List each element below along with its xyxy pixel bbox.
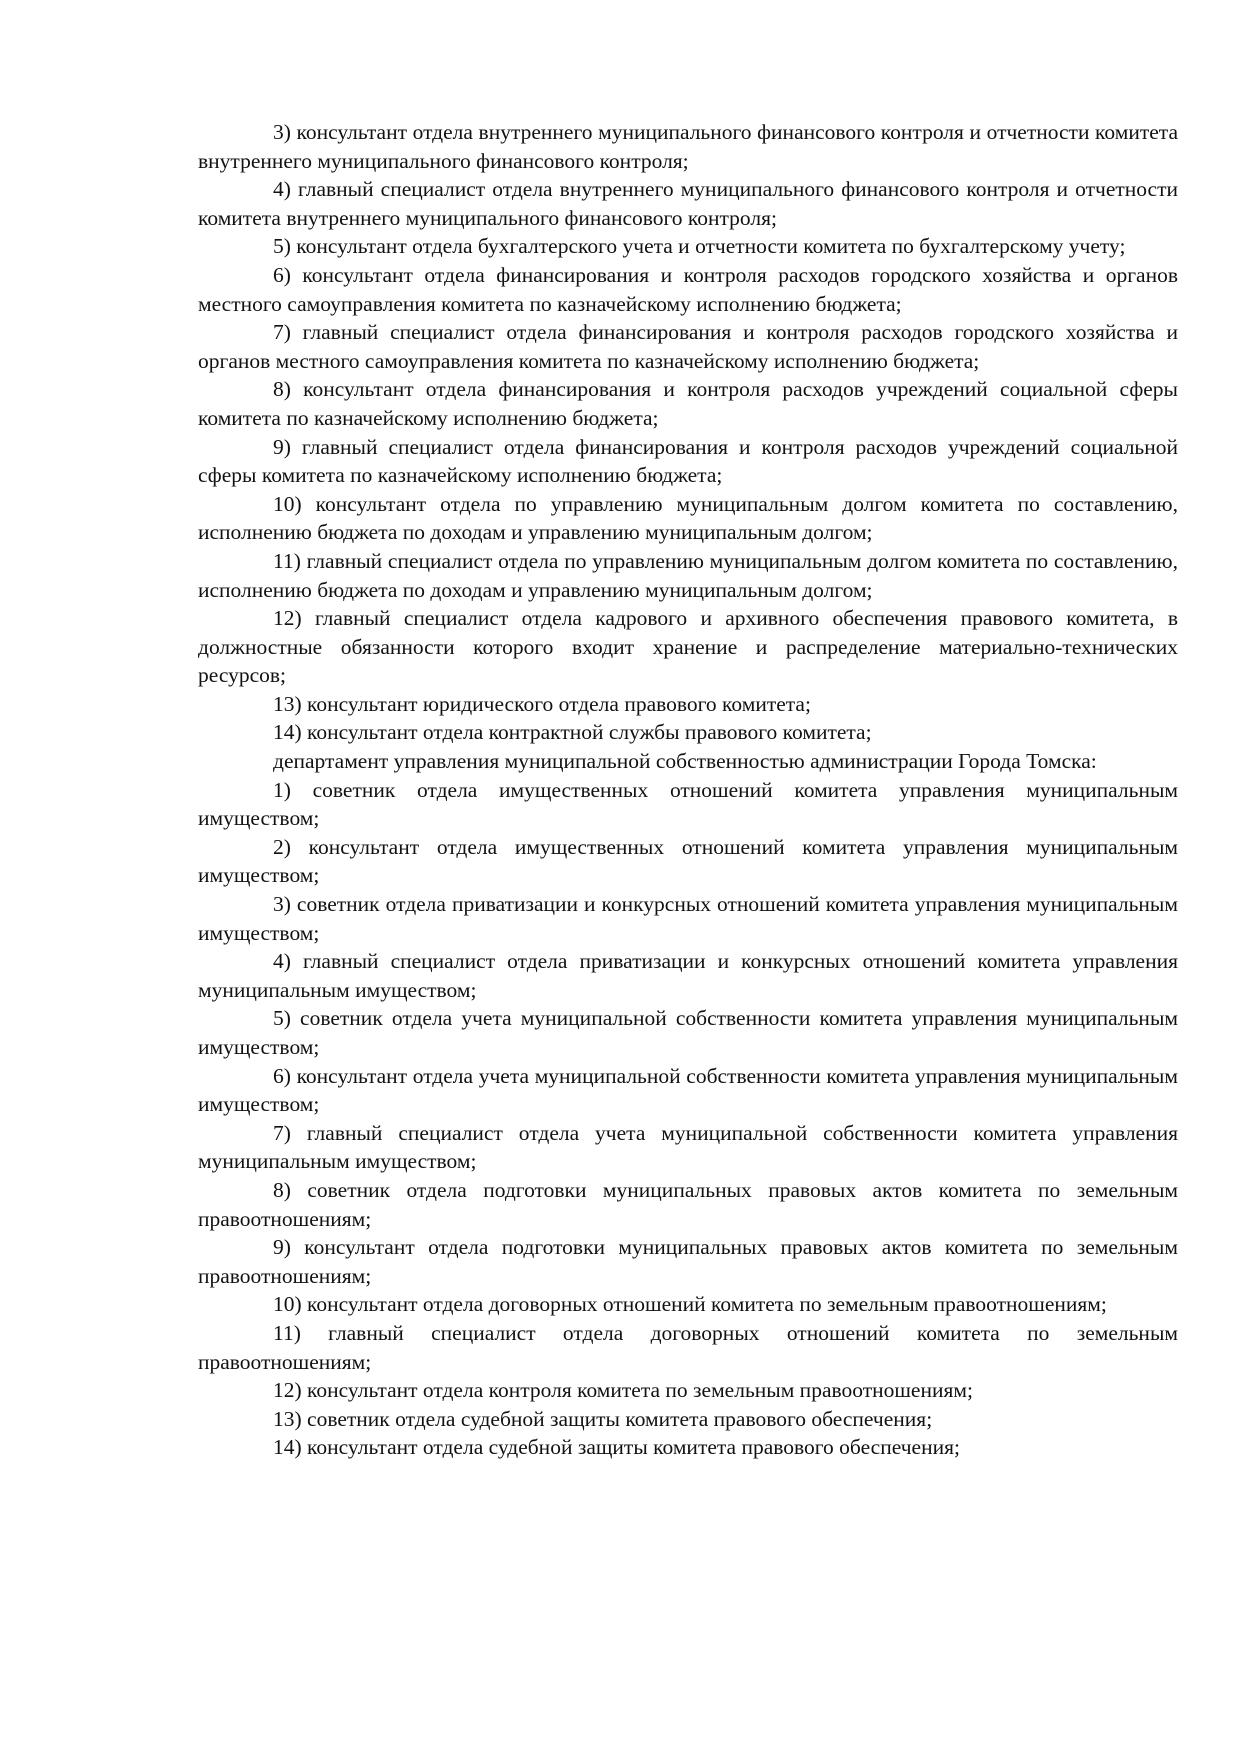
list-item: 3) консультант отдела внутреннего муниципального финансового контроля и отчетности комитета внутреннего муниципального финансового контроля; [198,120,1178,173]
list-item: 4) главный специалист отдела внутреннего муниципального финансового контроля и отчетности комитета внутреннего муниципального финансового контроля; [198,177,1178,230]
list-item: 4) главный специалист отдела приватизации и конкурсных отношений комитета управления муниципальным имуществом; [198,949,1178,1002]
list-item: 7) главный специалист отдела финансирования и контроля расходов городского хозяйства и органов местного самоуправления комитета по казначейскому исполнению бюджета; [198,320,1178,373]
document-body [198,118,1178,1462]
list-item: 9) консультант отдела подготовки муниципальных правовых актов комитета по земельным правоотношениям; [198,1235,1178,1288]
list-item: 9) главный специалист отдела финансирования и контроля расходов учреждений социальной сферы комитета по казначейскому исполнению бюджета; [198,434,1178,488]
list-item: 13) консультант юридического отдела правового комитета; [273,691,811,716]
list-item: 10) консультант отдела по управлению муниципальным долгом комитета по составлению, исполнению бюджета по доходам и управлению муниципальным долгом; [198,491,1178,545]
list-item: 3) советник отдела приватизации и конкурсных отношений комитета управления муниципальным имуществом; [198,892,1178,945]
list-item: 12) консультант отдела контроля комитета по земельным правоотношениям; [273,1378,973,1403]
list-item: 8) консультант отдела финансирования и контроля расходов учреждений социальной сферы комитета по казначейскому исполнению бюджета; [198,377,1178,430]
list-item: 12) главный специалист отдела кадрового и архивного обеспечения правового комитета, в должностные обязанности которого входит хранение и распределение материально-технических ресурсов; [198,606,1178,688]
list-item: 14) консультант отдела судебной защиты комитета правового обеспечения; [273,1435,960,1460]
list-item: 8) советник отдела подготовки муниципальных правовых актов комитета по земельным правоотношениям; [198,1177,1178,1231]
list-item: 2) консультант отдела имущественных отношений комитета управления муниципальным имуществом; [198,834,1178,888]
list-item: 13) советник отдела судебной защиты комитета правового обеспечения; [273,1406,933,1431]
list-item: 1) советник отдела имущественных отношений комитета управления муниципальным имуществом; [198,777,1178,831]
list-item: 5) советник отдела учета муниципальной собственности комитета управления муниципальным имуществом; [198,1006,1178,1059]
list-item: 11) главный специалист отдела по управлению муниципальным долгом комитета по составлению, исполнению бюджета по доходам и управлению муниципальным долгом; [198,548,1178,602]
department-heading: департамент управления муниципальной собственностью администрации Города Томска: [273,749,1097,774]
list-item: 14) консультант отдела контрактной службы правового комитета; [273,720,872,745]
list-item: 11) главный специалист отдела договорных отношений комитета по земельным правоотношениям; [198,1320,1178,1374]
list-item: 7) главный специалист отдела учета муниципальной собственности комитета управления муниципальным имуществом; [198,1120,1178,1174]
list-item: 6) консультант отдела финансирования и контроля расходов городского хозяйства и органов местного самоуправления комитета по казначейскому исполнению бюджета; [198,262,1178,316]
list-item: 6) консультант отдела учета муниципальной собственности комитета управления муниципальным имуществом; [198,1063,1178,1117]
list-item: 10) консультант отдела договорных отношений комитета по земельным правоотношениям; [273,1292,1107,1317]
list-item: 5) консультант отдела бухгалтерского учета и отчетности комитета по бухгалтерскому учету; [273,234,1126,259]
